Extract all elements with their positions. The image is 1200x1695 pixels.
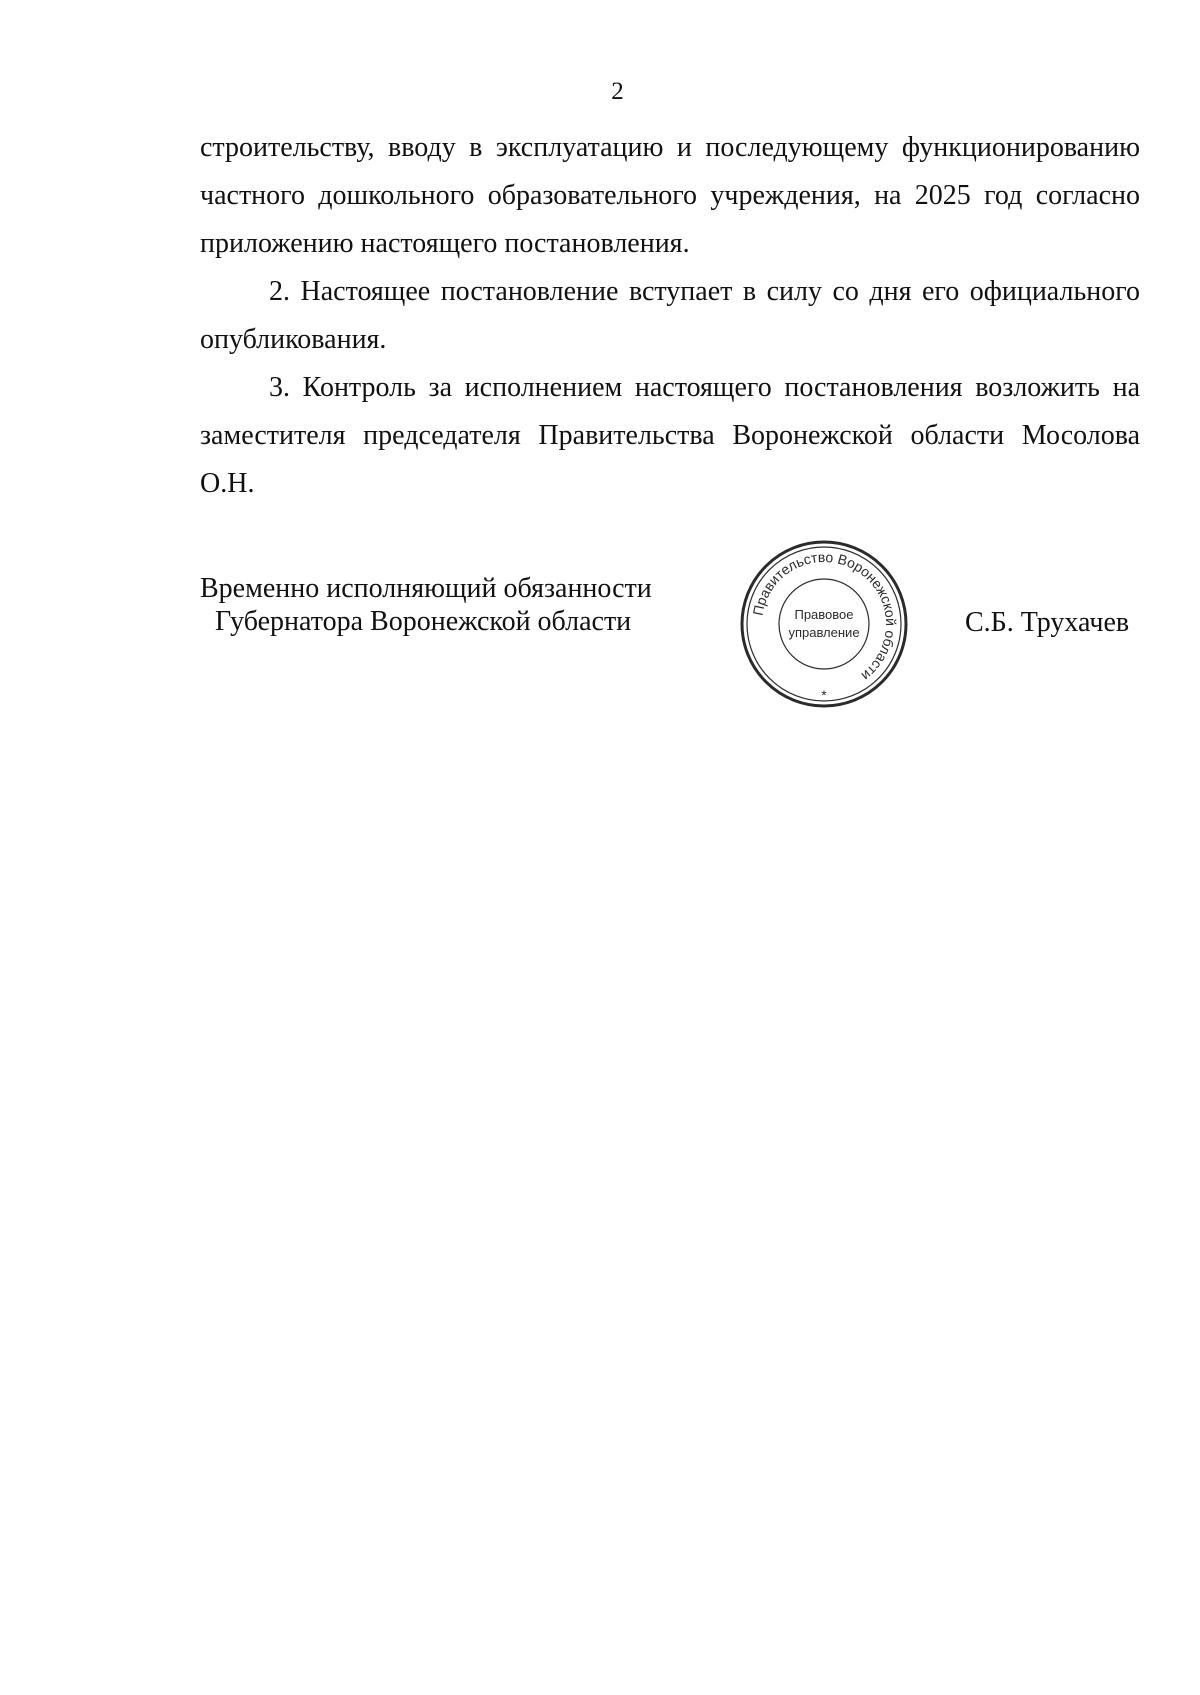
seal-middle-ring [747,547,901,701]
text-line: опубликования. [200,324,387,355]
text-line: 3. Контроль за исполнением настоящего постановления возложить на [269,372,1140,403]
signer-name: С.Б. Трухачев [965,607,1130,638]
signature-position [200,572,652,638]
text-line: частного дошкольного образовательного учреждения, на 2025 год согласно [200,180,1140,211]
position-title-line: Временно исполняющий обязанности [200,573,652,604]
paragraph-continuation [200,124,1140,268]
text-line: заместителя председателя Правительства Воронежской области Мосолова О.Н. [200,420,1140,499]
seal-center-line1: Правовое [794,607,854,622]
document-body [200,124,1140,508]
seal-center-line2: управление [788,625,860,640]
text-line: приложению настоящего постановления. [200,228,690,259]
text-line: строительству, вводу в эксплуатацию и последующему функционированию [200,132,1140,163]
position-title-line: Губернатора Воронежской области [215,606,632,637]
paragraph-item-2 [200,268,1140,364]
seal-ring-textpath: Правительство Воронежской области [749,548,900,685]
paragraph-item-3 [200,364,1140,508]
seal-star: * [821,687,827,703]
official-seal [738,538,910,710]
page-number: 2 [611,78,624,105]
text-line: 2. Настоящее постановление вступает в силу со дня его официального [269,276,1140,307]
seal-outer-ring [742,542,906,706]
seal-inner-ring [779,579,869,669]
